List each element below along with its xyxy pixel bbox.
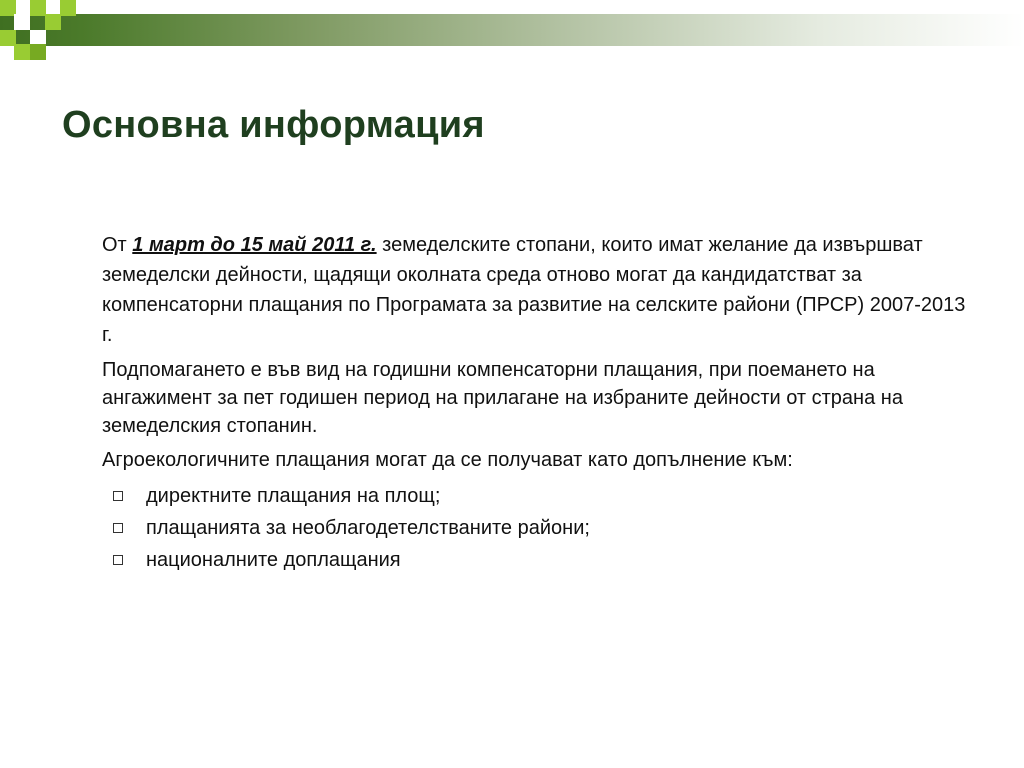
list-item xyxy=(102,480,972,512)
decor-square xyxy=(60,0,76,16)
paragraph-intro xyxy=(102,230,972,350)
date-range-emphasis: 1 март до 15 май 2011 г. xyxy=(132,234,377,256)
list-item xyxy=(102,544,972,576)
square-bullet-icon xyxy=(113,523,123,533)
paragraph-support: Подпомагането е във вид на годишни компенсаторни плащания, при поемането на ангажимент за пет годишен период на прилагане на избраните дейности от страна на земеделския стопанин. xyxy=(102,359,903,437)
page-title: Основна информация xyxy=(62,104,485,146)
decor-square xyxy=(14,14,30,30)
decor-square xyxy=(14,44,30,60)
decor-square xyxy=(30,0,46,16)
intro-prefix: От xyxy=(102,234,133,256)
slide-body xyxy=(102,230,972,576)
list-item-text: националните доплащания xyxy=(146,549,401,571)
square-bullet-icon xyxy=(113,555,123,565)
list-item-text: плащанията за необлагодетелстваните райони; xyxy=(146,517,590,539)
intro-text: земеделските стопани, които имат желание да извършват земеделски дейности, щадящи околната среда отново могат да кандидатстват за компенсаторни плащания по Програмата за развитие на селските райони (ПРСР) 2007-2013 г. xyxy=(102,234,966,346)
header-gradient-band xyxy=(0,14,1024,46)
paragraph-supplement: Агроекологичните плащания могат да се получават като допълнение към: xyxy=(102,449,793,471)
decor-square xyxy=(30,44,46,60)
list-item-text: директните плащания на площ; xyxy=(146,485,441,507)
list-item xyxy=(102,512,972,544)
decor-square xyxy=(45,14,61,30)
bullet-list xyxy=(102,480,972,576)
square-bullet-icon xyxy=(113,491,123,501)
